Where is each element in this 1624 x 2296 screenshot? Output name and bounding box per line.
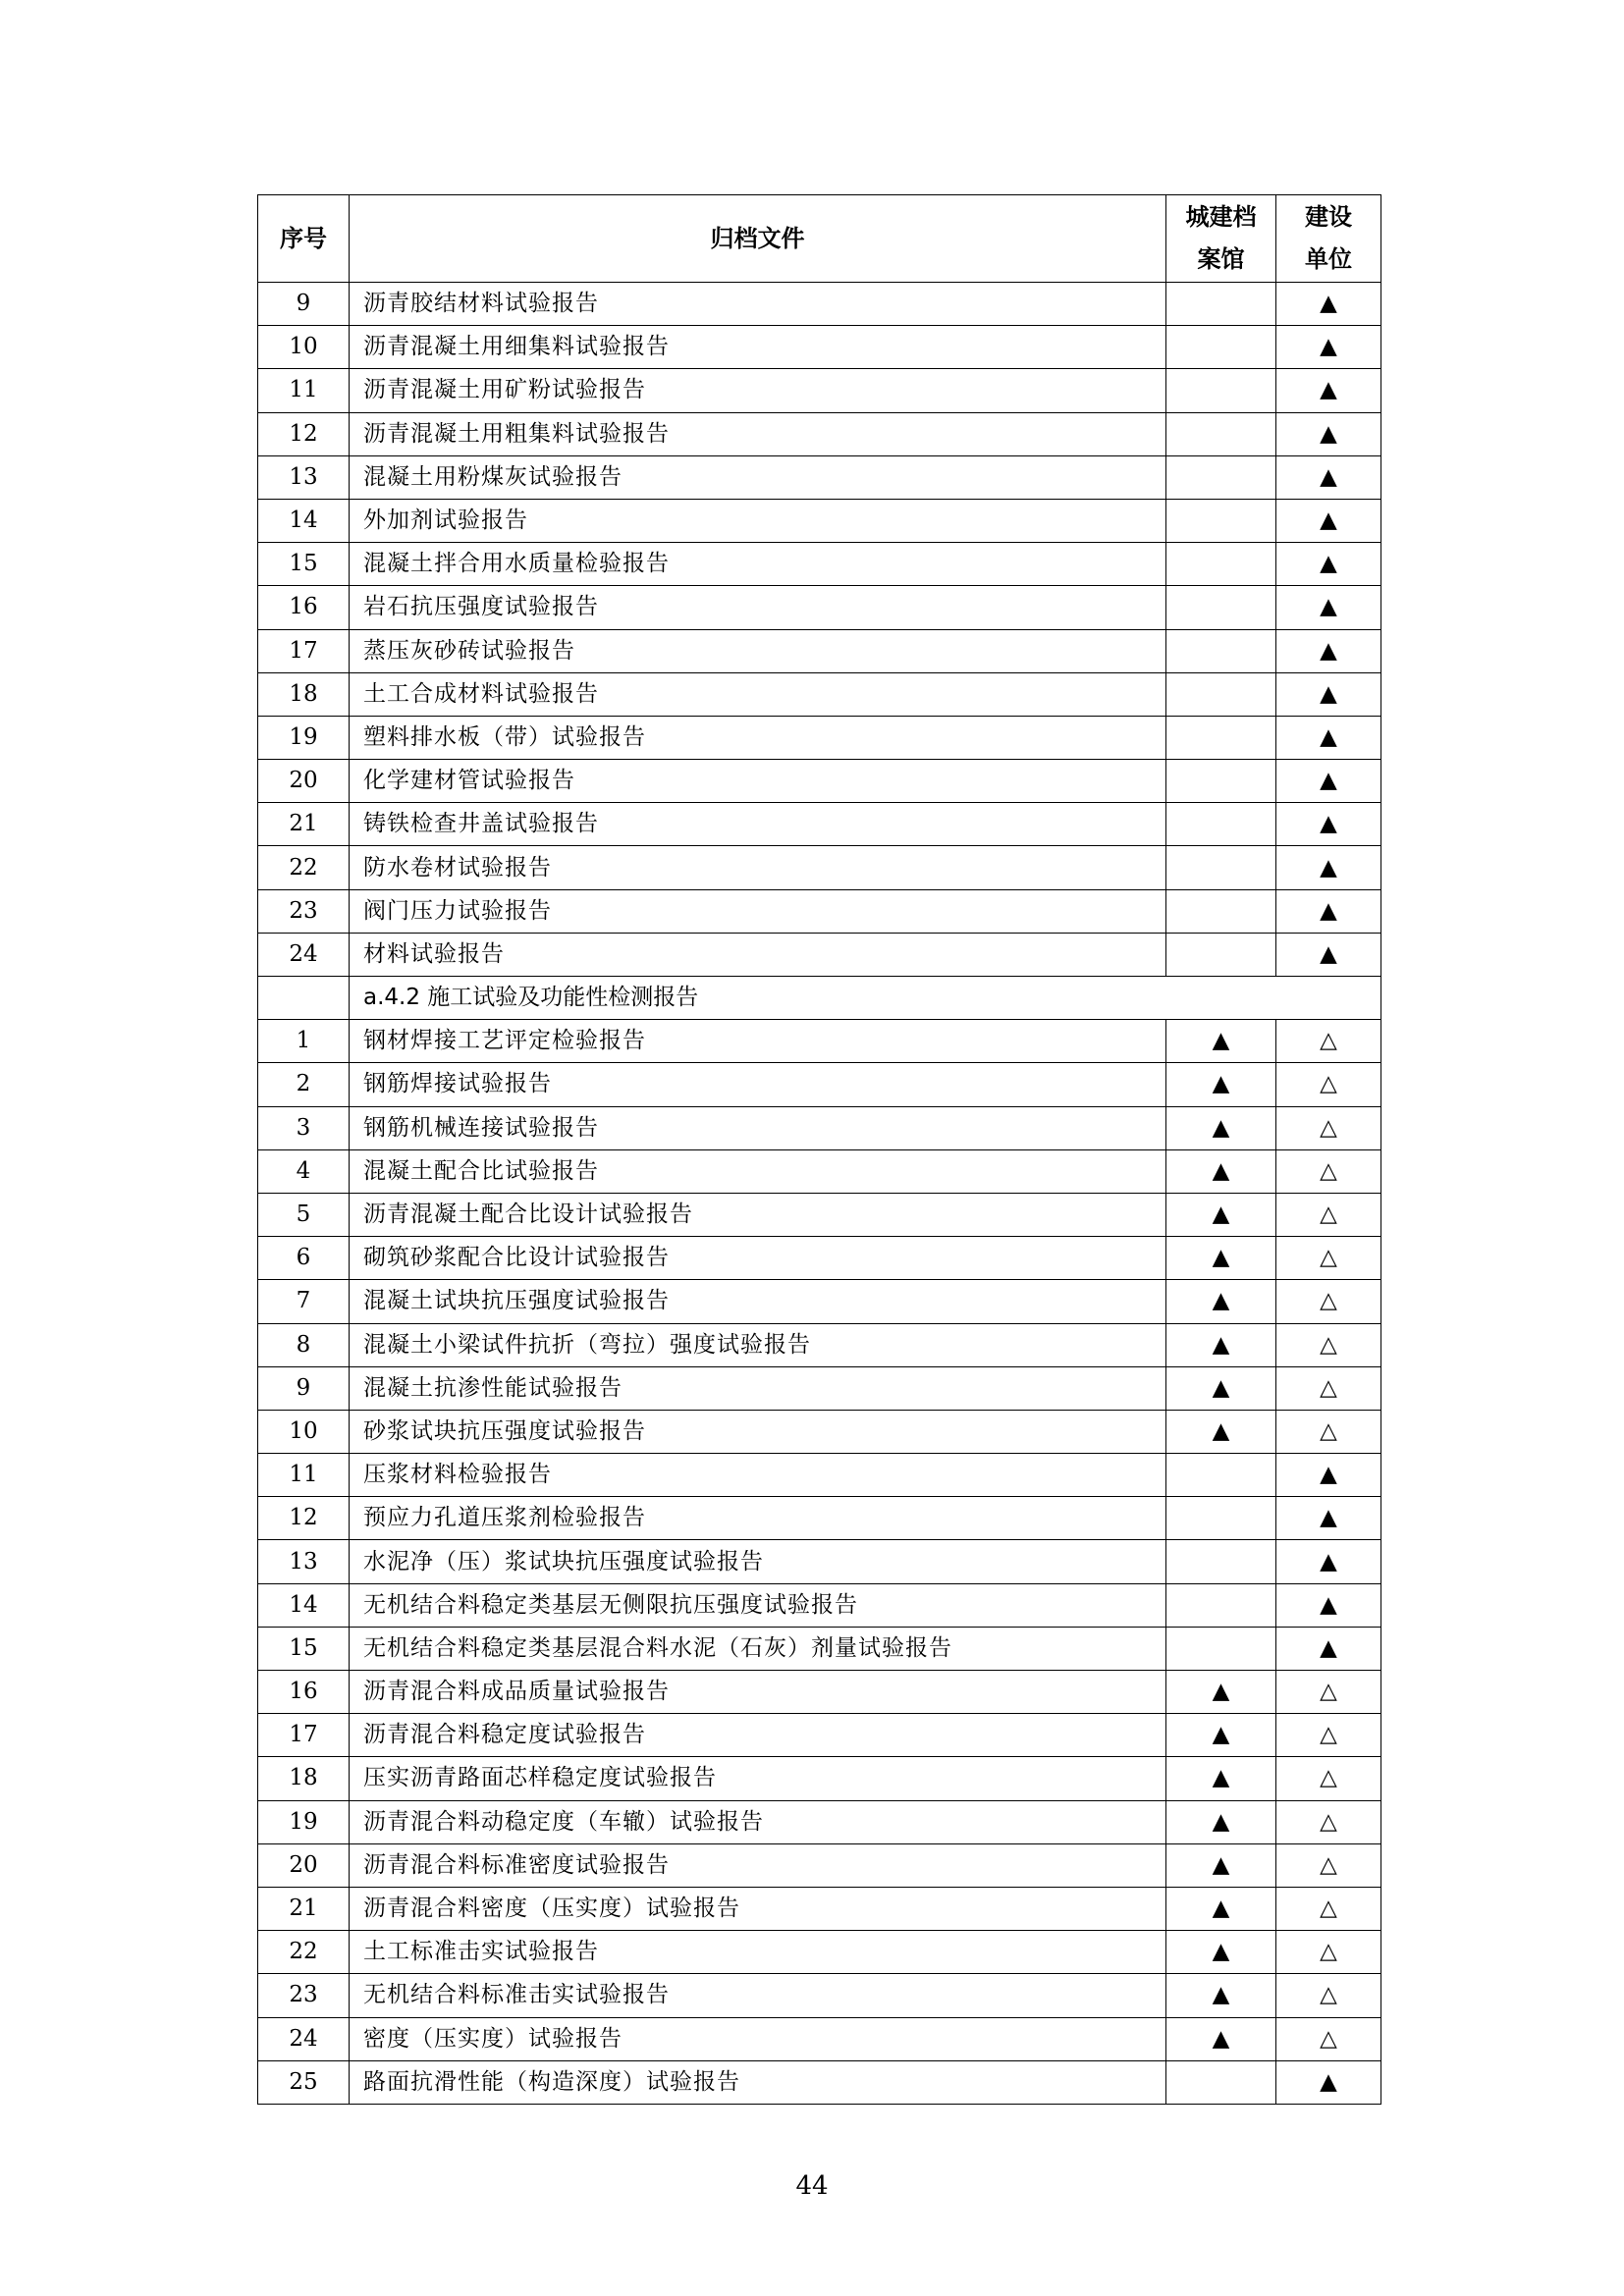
header-city-archive bbox=[1166, 195, 1276, 283]
row-file-name: 砂浆试块抗压强度试验报告 bbox=[350, 1410, 1166, 1453]
table-row bbox=[258, 803, 1381, 846]
row-city-archive-mark bbox=[1166, 369, 1276, 412]
row-builder-mark: ▲ bbox=[1276, 933, 1381, 976]
row-index: 23 bbox=[258, 889, 350, 933]
header-file-name: 归档文件 bbox=[350, 195, 1166, 283]
row-file-name: 蒸压灰砂砖试验报告 bbox=[350, 629, 1166, 672]
row-city-archive-mark: ▲ bbox=[1166, 1106, 1276, 1149]
row-city-archive-mark bbox=[1166, 326, 1276, 369]
row-city-archive-mark bbox=[1166, 933, 1276, 976]
row-index: 22 bbox=[258, 846, 350, 889]
row-city-archive-mark: ▲ bbox=[1166, 1757, 1276, 1800]
row-builder-mark: △ bbox=[1276, 1149, 1381, 1193]
row-builder-mark: ▲ bbox=[1276, 1627, 1381, 1670]
row-builder-mark: ▲ bbox=[1276, 499, 1381, 542]
row-city-archive-mark bbox=[1166, 1454, 1276, 1497]
row-index: 18 bbox=[258, 1757, 350, 1800]
table-row bbox=[258, 1323, 1381, 1366]
row-builder-mark: ▲ bbox=[1276, 412, 1381, 455]
table-row bbox=[258, 1800, 1381, 1843]
row-file-name: 塑料排水板（带）试验报告 bbox=[350, 716, 1166, 759]
row-index: 12 bbox=[258, 412, 350, 455]
table-row bbox=[258, 369, 1381, 412]
row-builder-mark: ▲ bbox=[1276, 326, 1381, 369]
row-index: 10 bbox=[258, 1410, 350, 1453]
section-title: a.4.2 施工试验及功能性检测报告 bbox=[350, 977, 1381, 1020]
row-index: 13 bbox=[258, 455, 350, 499]
table-body-section bbox=[258, 977, 1381, 1020]
row-builder-mark: ▲ bbox=[1276, 1540, 1381, 1583]
table-row bbox=[258, 2060, 1381, 2104]
table-row bbox=[258, 543, 1381, 586]
row-index: 9 bbox=[258, 283, 350, 326]
row-index: 25 bbox=[258, 2060, 350, 2104]
row-index: 20 bbox=[258, 1843, 350, 1887]
row-builder-mark: △ bbox=[1276, 1323, 1381, 1366]
row-city-archive-mark: ▲ bbox=[1166, 1020, 1276, 1063]
row-city-archive-mark: ▲ bbox=[1166, 1193, 1276, 1236]
row-city-archive-mark bbox=[1166, 2060, 1276, 2104]
row-index: 15 bbox=[258, 1627, 350, 1670]
row-index: 19 bbox=[258, 716, 350, 759]
row-builder-mark: ▲ bbox=[1276, 2060, 1381, 2104]
row-builder-mark: △ bbox=[1276, 1280, 1381, 1323]
row-builder-mark: △ bbox=[1276, 1800, 1381, 1843]
row-city-archive-mark: ▲ bbox=[1166, 1323, 1276, 1366]
section-row bbox=[258, 977, 1381, 1020]
row-builder-mark: △ bbox=[1276, 1887, 1381, 1930]
row-file-name: 钢筋焊接试验报告 bbox=[350, 1063, 1166, 1106]
row-city-archive-mark bbox=[1166, 586, 1276, 629]
row-file-name: 钢筋机械连接试验报告 bbox=[350, 1106, 1166, 1149]
row-file-name: 混凝土抗渗性能试验报告 bbox=[350, 1366, 1166, 1410]
row-file-name: 沥青胶结材料试验报告 bbox=[350, 283, 1166, 326]
row-index: 5 bbox=[258, 1193, 350, 1236]
table-row bbox=[258, 1280, 1381, 1323]
row-index: 17 bbox=[258, 629, 350, 672]
row-builder-mark: ▲ bbox=[1276, 1497, 1381, 1540]
row-file-name: 混凝土拌合用水质量检验报告 bbox=[350, 543, 1166, 586]
row-builder-mark: △ bbox=[1276, 1974, 1381, 2017]
row-index: 20 bbox=[258, 760, 350, 803]
row-index: 22 bbox=[258, 1931, 350, 1974]
table-row bbox=[258, 1454, 1381, 1497]
row-builder-mark: ▲ bbox=[1276, 369, 1381, 412]
header-index: 序号 bbox=[258, 195, 350, 283]
row-file-name: 阀门压力试验报告 bbox=[350, 889, 1166, 933]
row-index: 6 bbox=[258, 1237, 350, 1280]
header-builder bbox=[1276, 195, 1381, 283]
section-index-cell bbox=[258, 977, 350, 1020]
row-file-name: 化学建材管试验报告 bbox=[350, 760, 1166, 803]
row-index: 13 bbox=[258, 1540, 350, 1583]
table-row bbox=[258, 1887, 1381, 1930]
row-city-archive-mark: ▲ bbox=[1166, 1931, 1276, 1974]
row-file-name: 压浆材料检验报告 bbox=[350, 1454, 1166, 1497]
header-city-line1: 城建档 bbox=[1185, 203, 1257, 231]
row-index: 2 bbox=[258, 1063, 350, 1106]
row-city-archive-mark bbox=[1166, 499, 1276, 542]
row-city-archive-mark: ▲ bbox=[1166, 1714, 1276, 1757]
row-file-name: 砌筑砂浆配合比设计试验报告 bbox=[350, 1237, 1166, 1280]
row-file-name: 沥青混凝土用粗集料试验报告 bbox=[350, 412, 1166, 455]
row-builder-mark: ▲ bbox=[1276, 543, 1381, 586]
header-builder-line1: 建设 bbox=[1305, 203, 1352, 231]
row-city-archive-mark: ▲ bbox=[1166, 1671, 1276, 1714]
row-file-name: 水泥净（压）浆试块抗压强度试验报告 bbox=[350, 1540, 1166, 1583]
table-row bbox=[258, 889, 1381, 933]
row-file-name: 无机结合料稳定类基层无侧限抗压强度试验报告 bbox=[350, 1583, 1166, 1627]
row-city-archive-mark bbox=[1166, 716, 1276, 759]
row-city-archive-mark bbox=[1166, 760, 1276, 803]
row-builder-mark: △ bbox=[1276, 1063, 1381, 1106]
row-builder-mark: △ bbox=[1276, 1671, 1381, 1714]
table-row bbox=[258, 1149, 1381, 1193]
table-row bbox=[258, 1020, 1381, 1063]
row-index: 24 bbox=[258, 2017, 350, 2060]
row-builder-mark: ▲ bbox=[1276, 760, 1381, 803]
table-row bbox=[258, 716, 1381, 759]
header-builder-line2: 单位 bbox=[1305, 245, 1352, 273]
row-index: 8 bbox=[258, 1323, 350, 1366]
row-index: 4 bbox=[258, 1149, 350, 1193]
row-builder-mark: △ bbox=[1276, 1843, 1381, 1887]
row-file-name: 土工标准击实试验报告 bbox=[350, 1931, 1166, 1974]
row-file-name: 岩石抗压强度试验报告 bbox=[350, 586, 1166, 629]
row-index: 24 bbox=[258, 933, 350, 976]
row-city-archive-mark: ▲ bbox=[1166, 1800, 1276, 1843]
row-index: 7 bbox=[258, 1280, 350, 1323]
row-builder-mark: △ bbox=[1276, 1410, 1381, 1453]
row-file-name: 沥青混合料稳定度试验报告 bbox=[350, 1714, 1166, 1757]
row-city-archive-mark: ▲ bbox=[1166, 1366, 1276, 1410]
row-file-name: 沥青混合料标准密度试验报告 bbox=[350, 1843, 1166, 1887]
row-city-archive-mark bbox=[1166, 1583, 1276, 1627]
row-file-name: 混凝土小梁试件抗折（弯拉）强度试验报告 bbox=[350, 1323, 1166, 1366]
row-builder-mark: △ bbox=[1276, 1714, 1381, 1757]
row-file-name: 混凝土试块抗压强度试验报告 bbox=[350, 1280, 1166, 1323]
table-row bbox=[258, 672, 1381, 716]
table-row bbox=[258, 1540, 1381, 1583]
table-row bbox=[258, 586, 1381, 629]
table-row bbox=[258, 629, 1381, 672]
row-file-name: 铸铁检查井盖试验报告 bbox=[350, 803, 1166, 846]
row-city-archive-mark: ▲ bbox=[1166, 1149, 1276, 1193]
row-index: 14 bbox=[258, 1583, 350, 1627]
row-index: 11 bbox=[258, 369, 350, 412]
row-file-name: 材料试验报告 bbox=[350, 933, 1166, 976]
row-file-name: 混凝土配合比试验报告 bbox=[350, 1149, 1166, 1193]
row-file-name: 外加剂试验报告 bbox=[350, 499, 1166, 542]
table-row bbox=[258, 1757, 1381, 1800]
row-file-name: 土工合成材料试验报告 bbox=[350, 672, 1166, 716]
table-row bbox=[258, 1583, 1381, 1627]
row-builder-mark: △ bbox=[1276, 1757, 1381, 1800]
row-city-archive-mark bbox=[1166, 889, 1276, 933]
row-file-name: 沥青混凝土配合比设计试验报告 bbox=[350, 1193, 1166, 1236]
table-row bbox=[258, 326, 1381, 369]
row-city-archive-mark bbox=[1166, 543, 1276, 586]
row-index: 17 bbox=[258, 1714, 350, 1757]
table-row bbox=[258, 1193, 1381, 1236]
table-header-row bbox=[258, 195, 1381, 283]
row-builder-mark: ▲ bbox=[1276, 1454, 1381, 1497]
row-city-archive-mark bbox=[1166, 1540, 1276, 1583]
row-file-name: 预应力孔道压浆剂检验报告 bbox=[350, 1497, 1166, 1540]
table-body-materials bbox=[258, 283, 1381, 977]
row-index: 3 bbox=[258, 1106, 350, 1149]
row-city-archive-mark bbox=[1166, 846, 1276, 889]
table-row bbox=[258, 1974, 1381, 2017]
row-city-archive-mark: ▲ bbox=[1166, 1237, 1276, 1280]
row-file-name: 沥青混合料成品质量试验报告 bbox=[350, 1671, 1166, 1714]
row-index: 10 bbox=[258, 326, 350, 369]
row-builder-mark: ▲ bbox=[1276, 455, 1381, 499]
row-file-name: 无机结合料标准击实试验报告 bbox=[350, 1974, 1166, 2017]
page-number: 44 bbox=[795, 2171, 829, 2201]
archive-table bbox=[257, 194, 1381, 2105]
row-city-archive-mark bbox=[1166, 629, 1276, 672]
row-index: 1 bbox=[258, 1020, 350, 1063]
row-index: 15 bbox=[258, 543, 350, 586]
table-row bbox=[258, 283, 1381, 326]
table-row bbox=[258, 1931, 1381, 1974]
row-index: 23 bbox=[258, 1974, 350, 2017]
row-builder-mark: △ bbox=[1276, 1106, 1381, 1149]
row-file-name: 无机结合料稳定类基层混合料水泥（石灰）剂量试验报告 bbox=[350, 1627, 1166, 1670]
row-index: 18 bbox=[258, 672, 350, 716]
row-builder-mark: △ bbox=[1276, 1931, 1381, 1974]
row-index: 19 bbox=[258, 1800, 350, 1843]
table-row bbox=[258, 1237, 1381, 1280]
row-file-name: 路面抗滑性能（构造深度）试验报告 bbox=[350, 2060, 1166, 2104]
row-builder-mark: ▲ bbox=[1276, 1583, 1381, 1627]
row-file-name: 沥青混凝土用矿粉试验报告 bbox=[350, 369, 1166, 412]
row-index: 21 bbox=[258, 1887, 350, 1930]
row-city-archive-mark: ▲ bbox=[1166, 2017, 1276, 2060]
row-file-name: 压实沥青路面芯样稳定度试验报告 bbox=[350, 1757, 1166, 1800]
row-index: 14 bbox=[258, 499, 350, 542]
table-row bbox=[258, 412, 1381, 455]
row-city-archive-mark: ▲ bbox=[1166, 1843, 1276, 1887]
table-row bbox=[258, 2017, 1381, 2060]
row-builder-mark: △ bbox=[1276, 1366, 1381, 1410]
table-row bbox=[258, 1410, 1381, 1453]
row-index: 21 bbox=[258, 803, 350, 846]
table-row bbox=[258, 1843, 1381, 1887]
row-file-name: 沥青混合料动稳定度（车辙）试验报告 bbox=[350, 1800, 1166, 1843]
table-row bbox=[258, 1366, 1381, 1410]
row-builder-mark: ▲ bbox=[1276, 889, 1381, 933]
row-city-archive-mark bbox=[1166, 803, 1276, 846]
row-builder-mark: ▲ bbox=[1276, 283, 1381, 326]
table-row bbox=[258, 499, 1381, 542]
row-builder-mark: ▲ bbox=[1276, 586, 1381, 629]
table-row bbox=[258, 933, 1381, 976]
row-file-name: 沥青混合料密度（压实度）试验报告 bbox=[350, 1887, 1166, 1930]
row-builder-mark: ▲ bbox=[1276, 672, 1381, 716]
row-file-name: 钢材焊接工艺评定检验报告 bbox=[350, 1020, 1166, 1063]
row-builder-mark: ▲ bbox=[1276, 629, 1381, 672]
row-index: 16 bbox=[258, 1671, 350, 1714]
row-index: 16 bbox=[258, 586, 350, 629]
row-city-archive-mark: ▲ bbox=[1166, 1280, 1276, 1323]
table-row bbox=[258, 1063, 1381, 1106]
table-row bbox=[258, 1627, 1381, 1670]
row-builder-mark: △ bbox=[1276, 1020, 1381, 1063]
row-builder-mark: △ bbox=[1276, 1193, 1381, 1236]
row-city-archive-mark bbox=[1166, 412, 1276, 455]
row-index: 12 bbox=[258, 1497, 350, 1540]
row-city-archive-mark bbox=[1166, 1497, 1276, 1540]
row-builder-mark: ▲ bbox=[1276, 803, 1381, 846]
table-row bbox=[258, 1714, 1381, 1757]
row-city-archive-mark bbox=[1166, 283, 1276, 326]
row-city-archive-mark: ▲ bbox=[1166, 1974, 1276, 2017]
row-city-archive-mark: ▲ bbox=[1166, 1063, 1276, 1106]
table-row bbox=[258, 1106, 1381, 1149]
row-builder-mark: ▲ bbox=[1276, 716, 1381, 759]
row-file-name: 沥青混凝土用细集料试验报告 bbox=[350, 326, 1166, 369]
table-row bbox=[258, 846, 1381, 889]
header-city-line2: 案馆 bbox=[1197, 245, 1245, 273]
table-row bbox=[258, 760, 1381, 803]
row-city-archive-mark bbox=[1166, 672, 1276, 716]
row-city-archive-mark bbox=[1166, 1627, 1276, 1670]
row-builder-mark: △ bbox=[1276, 2017, 1381, 2060]
table-row bbox=[258, 1497, 1381, 1540]
row-index: 11 bbox=[258, 1454, 350, 1497]
row-file-name: 混凝土用粉煤灰试验报告 bbox=[350, 455, 1166, 499]
row-builder-mark: ▲ bbox=[1276, 846, 1381, 889]
row-index: 9 bbox=[258, 1366, 350, 1410]
row-file-name: 防水卷材试验报告 bbox=[350, 846, 1166, 889]
row-city-archive-mark bbox=[1166, 455, 1276, 499]
row-builder-mark: △ bbox=[1276, 1237, 1381, 1280]
table-row bbox=[258, 455, 1381, 499]
table-body-construction-tests bbox=[258, 1020, 1381, 2105]
row-city-archive-mark: ▲ bbox=[1166, 1410, 1276, 1453]
row-file-name: 密度（压实度）试验报告 bbox=[350, 2017, 1166, 2060]
row-city-archive-mark: ▲ bbox=[1166, 1887, 1276, 1930]
table-row bbox=[258, 1671, 1381, 1714]
